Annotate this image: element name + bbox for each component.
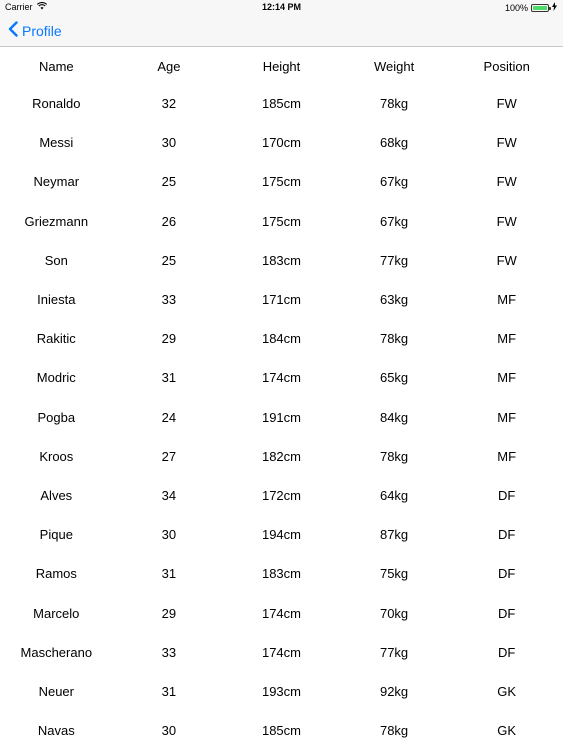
cell-age: 30 <box>161 135 177 151</box>
cell-age: 25 <box>161 252 177 268</box>
cell-height: 185cm <box>261 723 301 739</box>
cell-position: GK <box>497 723 517 739</box>
cell-position: DF <box>498 644 516 660</box>
cell-height: 191cm <box>261 409 301 425</box>
cell-height: 175cm <box>261 213 301 229</box>
cell-name: Neuer <box>38 683 74 699</box>
table-row[interactable] <box>0 358 563 397</box>
table-row[interactable] <box>0 711 563 750</box>
column-header-height: Height <box>262 58 301 74</box>
cell-position: FW <box>496 96 517 112</box>
cell-age: 31 <box>161 370 177 386</box>
table-row[interactable] <box>0 476 563 515</box>
carrier-label: Carrier <box>5 2 33 12</box>
cell-height: 175cm <box>261 174 301 190</box>
cell-age: 26 <box>161 213 177 229</box>
cell-name: Messi <box>39 135 74 151</box>
column-header-weight: Weight <box>373 58 415 74</box>
cell-name: Pogba <box>37 409 76 425</box>
cell-name: Alves <box>40 487 73 503</box>
cell-weight: 78kg <box>379 448 409 464</box>
column-header-position: Position <box>483 58 530 74</box>
cell-weight: 75kg <box>379 566 409 582</box>
table-row[interactable] <box>0 633 563 672</box>
cell-weight: 67kg <box>379 174 409 190</box>
cell-position: MF <box>497 448 517 464</box>
cell-age: 30 <box>161 723 177 739</box>
cell-weight: 84kg <box>379 409 409 425</box>
cell-position: MF <box>497 409 517 425</box>
cell-height: 183cm <box>261 252 301 268</box>
cell-position: FW <box>496 174 517 190</box>
table-row[interactable] <box>0 202 563 241</box>
table-row[interactable] <box>0 515 563 554</box>
cell-name: Rakitic <box>36 331 76 347</box>
cell-weight: 77kg <box>379 252 409 268</box>
cell-height: 174cm <box>261 605 301 621</box>
cell-weight: 78kg <box>379 331 409 347</box>
cell-height: 174cm <box>261 644 301 660</box>
cell-position: MF <box>497 292 517 308</box>
cell-age: 31 <box>161 683 177 699</box>
cell-weight: 78kg <box>379 96 409 112</box>
cell-age: 33 <box>161 644 177 660</box>
cell-height: 193cm <box>261 683 301 699</box>
column-header-age: Age <box>157 58 181 74</box>
cell-position: DF <box>498 605 516 621</box>
chevron-left-icon <box>8 21 18 40</box>
cell-weight: 65kg <box>379 370 409 386</box>
table-row[interactable] <box>0 437 563 476</box>
table-row[interactable] <box>0 280 563 319</box>
table-row[interactable] <box>0 162 563 201</box>
cell-position: DF <box>498 487 516 503</box>
cell-height: 182cm <box>261 448 301 464</box>
cell-weight: 87kg <box>379 527 409 543</box>
cell-name: Marcelo <box>33 605 80 621</box>
cell-name: Neymar <box>33 174 80 190</box>
cell-weight: 77kg <box>379 644 409 660</box>
cell-weight: 68kg <box>379 135 409 151</box>
cell-age: 34 <box>161 487 177 503</box>
back-button[interactable] <box>8 21 62 40</box>
cell-weight: 78kg <box>379 723 409 739</box>
cell-name: Son <box>44 252 68 268</box>
charging-icon <box>552 2 557 13</box>
table-row[interactable] <box>0 241 563 280</box>
cell-age: 33 <box>161 292 177 308</box>
table-row[interactable] <box>0 593 563 632</box>
cell-name: Modric <box>36 370 76 386</box>
cell-name: Ronaldo <box>32 96 81 112</box>
table-row[interactable] <box>0 84 563 123</box>
table-header-row <box>0 48 563 84</box>
cell-age: 24 <box>161 409 177 425</box>
cell-height: 170cm <box>261 135 301 151</box>
cell-height: 171cm <box>261 292 301 308</box>
player-table <box>0 48 563 750</box>
cell-name: Griezmann <box>24 213 89 229</box>
column-header-name: Name <box>38 58 74 74</box>
cell-name: Kroos <box>39 448 74 464</box>
cell-height: 194cm <box>261 527 301 543</box>
cell-weight: 70kg <box>379 605 409 621</box>
cell-age: 27 <box>161 448 177 464</box>
cell-height: 174cm <box>261 370 301 386</box>
cell-weight: 92kg <box>379 683 409 699</box>
cell-name: Navas <box>37 723 75 739</box>
cell-height: 185cm <box>261 96 301 112</box>
cell-name: Pique <box>39 527 73 543</box>
cell-height: 183cm <box>261 566 301 582</box>
cell-weight: 64kg <box>379 487 409 503</box>
cell-weight: 67kg <box>379 213 409 229</box>
cell-age: 31 <box>161 566 177 582</box>
cell-position: GK <box>497 683 517 699</box>
cell-name: Mascherano <box>20 644 93 660</box>
cell-position: DF <box>498 566 516 582</box>
cell-age: 29 <box>161 605 177 621</box>
cell-age: 30 <box>161 527 177 543</box>
cell-position: FW <box>496 135 517 151</box>
cell-height: 184cm <box>261 331 301 347</box>
cell-position: MF <box>497 370 517 386</box>
battery-tip <box>549 7 551 10</box>
cell-position: DF <box>498 527 516 543</box>
back-label: Profile <box>22 22 62 39</box>
table-row[interactable] <box>0 672 563 711</box>
cell-position: MF <box>497 331 517 347</box>
cell-weight: 63kg <box>379 292 409 308</box>
cell-name: Ramos <box>35 566 77 582</box>
cell-age: 25 <box>161 174 177 190</box>
navigation-bar <box>0 15 563 47</box>
cell-age: 29 <box>161 331 177 347</box>
battery-percent: 100% <box>504 2 528 13</box>
table-row[interactable] <box>0 123 563 162</box>
status-bar <box>0 0 563 15</box>
battery-icon <box>531 4 549 12</box>
battery-fill <box>533 6 547 10</box>
cell-age: 32 <box>161 96 177 112</box>
cell-name: Iniesta <box>37 292 76 308</box>
cell-position: FW <box>496 213 517 229</box>
cell-height: 172cm <box>261 487 301 503</box>
status-time: 12:14 PM <box>261 2 302 12</box>
cell-position: FW <box>496 252 517 268</box>
table-row[interactable] <box>0 554 563 593</box>
status-right <box>505 2 557 13</box>
table-row[interactable] <box>0 398 563 437</box>
table-row[interactable] <box>0 319 563 358</box>
